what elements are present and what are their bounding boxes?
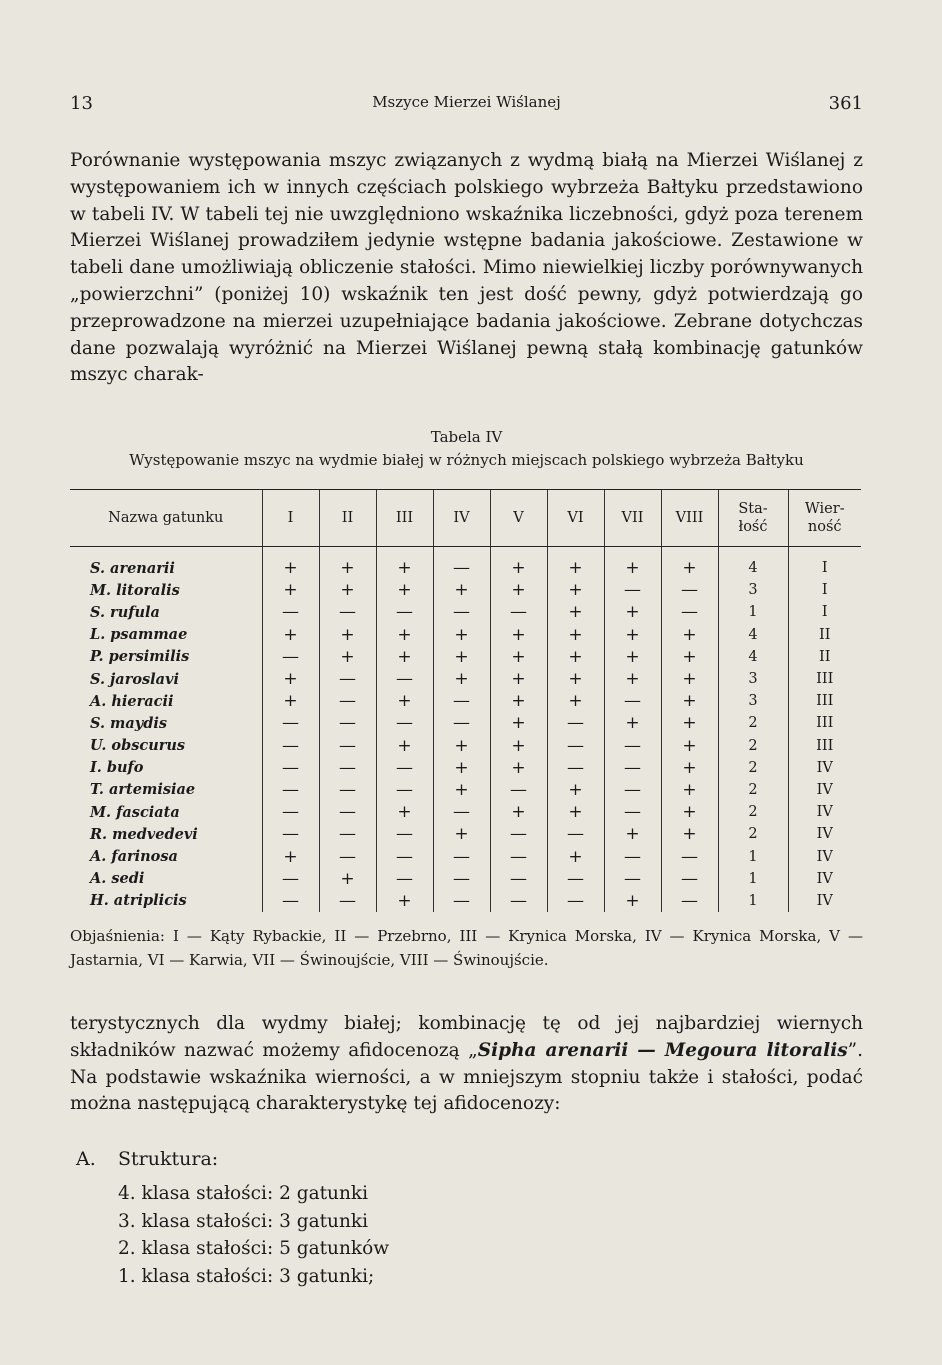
table-cell: + (433, 757, 490, 779)
table-cell: — (547, 712, 604, 734)
table-cell: IV (788, 823, 861, 845)
species-name-cell: S. arenarii (90, 559, 175, 577)
table-cell: + (433, 823, 490, 845)
table-cell: + (661, 801, 718, 823)
table-cell: + (547, 668, 604, 690)
table-cell: — (262, 801, 319, 823)
table-cell: + (547, 579, 604, 601)
table-cell: + (547, 646, 604, 668)
table-label: Tabela IV (430, 428, 503, 446)
table-cell: — (433, 890, 490, 912)
table-cell: 3 (718, 579, 788, 601)
table-cell: 2 (718, 779, 788, 801)
table-cell: — (319, 845, 376, 867)
table-row (70, 735, 861, 757)
table-cell: + (547, 801, 604, 823)
table-cell: 4 (718, 547, 788, 580)
table-cell: — (376, 601, 433, 623)
section-heading (76, 1148, 219, 1170)
table-cell: — (376, 668, 433, 690)
table-cell: + (661, 547, 718, 580)
table-cell: IV (788, 757, 861, 779)
table-cell: — (661, 579, 718, 601)
table-cell: + (661, 712, 718, 734)
table-cell: 3 (718, 690, 788, 712)
table-cell: — (262, 823, 319, 845)
table-header-cell: II (319, 490, 376, 547)
species-name-cell: M. fasciata (90, 803, 180, 821)
table-cell: + (490, 668, 547, 690)
table-cell: 1 (718, 890, 788, 912)
table-cell: + (490, 757, 547, 779)
page-number-left: 13 (70, 93, 93, 114)
table-cell: + (433, 735, 490, 757)
species-name-cell: T. artemisiae (90, 781, 196, 799)
table-cell: — (262, 757, 319, 779)
table-cell: — (490, 601, 547, 623)
table-cell: + (262, 690, 319, 712)
table-cell: + (319, 547, 376, 580)
table-cell: + (547, 547, 604, 580)
species-name-cell: I. bufo (90, 759, 144, 777)
table-cell: + (376, 890, 433, 912)
table-cell: — (547, 868, 604, 890)
section-letter: A. (76, 1148, 96, 1170)
table-cell: + (604, 601, 661, 623)
table-cell: + (604, 668, 661, 690)
table-cell: + (547, 624, 604, 646)
table-cell: — (433, 845, 490, 867)
table-cell: + (661, 735, 718, 757)
table-cell: + (604, 624, 661, 646)
table-cell: 2 (718, 735, 788, 757)
table-cell: + (604, 712, 661, 734)
table-cell: — (376, 779, 433, 801)
table-cell: + (376, 801, 433, 823)
table-cell: III (788, 712, 861, 734)
table-cell: IV (788, 779, 861, 801)
table-cell: — (604, 868, 661, 890)
table-header-cell: Nazwa gatunku (70, 490, 262, 547)
paragraph-continuation (70, 1011, 863, 1118)
table-cell: + (319, 646, 376, 668)
table-cell: — (604, 801, 661, 823)
table-row (70, 690, 861, 712)
species-name-cell: S. jaroslavi (90, 670, 180, 688)
table-cell: + (547, 845, 604, 867)
table-cell: 2 (718, 823, 788, 845)
table-cell: — (433, 690, 490, 712)
table-row (70, 757, 861, 779)
paragraph2-before: terystycznych dla wydmy białej; kombinację tę od jej najbardziej wiernych składników nazwać możemy afidocenozą „ (70, 1013, 863, 1061)
table-cell: — (661, 890, 718, 912)
table-cell: + (547, 779, 604, 801)
table-cell: — (604, 757, 661, 779)
species-name-cell: A. farinosa (90, 848, 178, 866)
table-cell: + (376, 735, 433, 757)
table-header-cell: VI (547, 490, 604, 547)
table-cell: + (376, 547, 433, 580)
table-cell: + (661, 779, 718, 801)
table-cell: + (433, 579, 490, 601)
table-cell: + (604, 646, 661, 668)
table-cell: + (661, 668, 718, 690)
table-cell: — (319, 690, 376, 712)
table-cell: + (661, 624, 718, 646)
species-name-cell: U. obscurus (90, 737, 186, 755)
table-cell: — (376, 757, 433, 779)
table-cell: III (788, 690, 861, 712)
table-header-cell: I (262, 490, 319, 547)
table-cell: III (788, 668, 861, 690)
table-cell: + (490, 712, 547, 734)
table-cell: + (319, 624, 376, 646)
table-cell: — (661, 868, 718, 890)
table-header-cell: III (376, 490, 433, 547)
species-name-cell: L. psammae (90, 626, 188, 644)
species-name-cell: M. litoralis (90, 581, 180, 599)
table-cell: — (319, 823, 376, 845)
structure-list-item: 3. klasa stałości: 3 gatunki (118, 1210, 368, 1232)
section-title: Struktura: (118, 1148, 219, 1170)
table-header-cell: V (490, 490, 547, 547)
table-cell: — (433, 868, 490, 890)
table-header-cell: VIII (661, 490, 718, 547)
table-cell: — (490, 823, 547, 845)
table-cell: — (262, 601, 319, 623)
table-cell: + (661, 690, 718, 712)
table-cell: — (433, 547, 490, 580)
table-cell: IV (788, 845, 861, 867)
table-cell: — (604, 579, 661, 601)
table-cell: — (319, 668, 376, 690)
table-cell: — (490, 779, 547, 801)
species-name-cell: S. rufula (90, 603, 160, 621)
table-cell: — (490, 890, 547, 912)
table-cell: — (376, 845, 433, 867)
table-cell: + (490, 579, 547, 601)
table-cell: I (788, 547, 861, 580)
species-name-cell: S. maydis (90, 714, 168, 732)
table-cell: 1 (718, 601, 788, 623)
table-cell: + (604, 823, 661, 845)
table-row (70, 601, 861, 623)
table-cell: — (547, 735, 604, 757)
table-footnote: Objaśnienia: I — Kąty Rybackie, II — Przebrno, III — Krynica Morska, IV — Krynica Morska, V — Jastarnia, VI — Karwia, VII — Świnoujście, VIII — Świnoujście. (70, 927, 863, 969)
table-cell: — (604, 690, 661, 712)
table-cell: — (604, 845, 661, 867)
table-cell: — (547, 757, 604, 779)
paragraph2-italic: Sipha arenarii — Megoura litoralis (477, 1039, 848, 1061)
running-title: Mszyce Mierzei Wiślanej (372, 93, 561, 111)
table-cell: 3 (718, 668, 788, 690)
table-cell: + (376, 624, 433, 646)
structure-list-item: 4. klasa stałości: 2 gatunki (118, 1183, 368, 1204)
page-number-right: 361 (828, 93, 863, 114)
table-cell: 2 (718, 712, 788, 734)
table-cell: — (661, 845, 718, 867)
table-cell: 4 (718, 646, 788, 668)
table-cell: + (433, 624, 490, 646)
table-row (70, 547, 861, 580)
table-cell: — (376, 868, 433, 890)
table-cell: + (604, 547, 661, 580)
structure-list-item: 2. klasa stałości: 5 gatunków (118, 1238, 390, 1259)
table-cell: + (433, 668, 490, 690)
table-cell: + (490, 690, 547, 712)
table-body (70, 547, 861, 913)
table-cell: — (262, 735, 319, 757)
table-title: Występowanie mszyc na wydmie białej w różnych miejscach polskiego wybrzeża Bałtyku (129, 451, 804, 469)
table-cell: + (547, 690, 604, 712)
table-cell: + (490, 624, 547, 646)
table-cell: + (262, 547, 319, 580)
table-cell: + (604, 890, 661, 912)
species-occurrence-table (70, 489, 861, 912)
table-cell: + (490, 735, 547, 757)
table-row (70, 668, 861, 690)
table-cell: 2 (718, 801, 788, 823)
table-row (70, 890, 861, 912)
table-cell: + (661, 757, 718, 779)
table-cell: + (490, 646, 547, 668)
table-cell: — (319, 890, 376, 912)
structure-list (118, 1180, 389, 1290)
table-cell: — (661, 601, 718, 623)
table-cell: + (661, 646, 718, 668)
table-row (70, 868, 861, 890)
table-cell: 1 (718, 845, 788, 867)
table-cell: — (319, 757, 376, 779)
table-cell: — (262, 890, 319, 912)
table-cell: — (547, 823, 604, 845)
table-row (70, 801, 861, 823)
table-cell: — (433, 712, 490, 734)
table-header-cell: Sta- łość (718, 490, 788, 547)
table-cell: + (490, 547, 547, 580)
table-cell: — (262, 646, 319, 668)
paragraph2-after: ”. Na podstawie wskaźnika wierności, a w mniejszym stopniu także i stałości, podać można następującą charakterystykę tej afidocenozy: (70, 1039, 863, 1115)
table-cell: — (604, 735, 661, 757)
table-row (70, 579, 861, 601)
table-header-cell: VII (604, 490, 661, 547)
table-cell: — (262, 712, 319, 734)
table-cell: — (490, 845, 547, 867)
table-row (70, 646, 861, 668)
table-cell: 2 (718, 757, 788, 779)
table-cell: IV (788, 868, 861, 890)
table-cell: + (319, 868, 376, 890)
table-cell: + (262, 624, 319, 646)
table-cell: + (547, 601, 604, 623)
table-cell: — (319, 712, 376, 734)
table-row (70, 779, 861, 801)
species-name-cell: R. medvedevi (90, 825, 198, 843)
table-row (70, 845, 861, 867)
table-cell: — (376, 712, 433, 734)
table-cell: — (262, 868, 319, 890)
species-name-cell: H. atriplicis (90, 892, 187, 910)
paragraph-intro: Porównanie występowania mszyc związanych z wydmą białą na Mierzei Wiślanej z występowaniem ich w innych częściach polskiego wybrzeża Bałtyku przedstawiono w tabeli IV. W tabeli tej nie uwzględniono wskaźnika liczebności, gdyż poza terenem Mierzei Wiślanej prowadziłem jedynie wstępne badania jakościowe. Zestawione w tabeli dane umożliwiają obliczenie stałości. Mimo niewielkiej liczby porównywanych „powierzchni” (poniżej 10) wskaźnik ten jest dość pewny, gdyż potwierdzają go przeprowadzone na mierzei uzupełniające badania jakościowe. Zebrane dotychczas dane pozwalają wyróżnić na Mierzei Wiślanej pewną stałą kombinację gatunków mszyc charak- (70, 150, 863, 386)
table-cell: — (490, 868, 547, 890)
table-cell: — (376, 823, 433, 845)
table-cell: + (376, 690, 433, 712)
table-cell: + (376, 646, 433, 668)
table-cell: + (262, 845, 319, 867)
table-row (70, 624, 861, 646)
table-cell: — (319, 601, 376, 623)
table-cell: — (319, 801, 376, 823)
table-cell: + (262, 668, 319, 690)
table-header-row (70, 490, 861, 547)
table-cell: — (262, 779, 319, 801)
page-header (70, 93, 863, 115)
table-cell: 1 (718, 868, 788, 890)
species-name-cell: P. persimilis (90, 648, 190, 666)
species-name-cell: A. hieracii (90, 692, 174, 710)
species-name-cell: A. sedi (90, 870, 145, 888)
table-cell: + (376, 579, 433, 601)
table-cell: — (433, 601, 490, 623)
table-cell: IV (788, 801, 861, 823)
table-cell: — (319, 779, 376, 801)
table-cell: + (433, 779, 490, 801)
table-cell: III (788, 735, 861, 757)
table-row (70, 712, 861, 734)
table-row (70, 823, 861, 845)
table-cell: + (262, 579, 319, 601)
table-cell: 4 (718, 624, 788, 646)
table-header-cell: IV (433, 490, 490, 547)
table-header-cell: Wier- ność (788, 490, 861, 547)
table-cell: IV (788, 890, 861, 912)
table-cell: II (788, 646, 861, 668)
table-cell: I (788, 601, 861, 623)
table-cell: — (433, 801, 490, 823)
table-cell: — (547, 890, 604, 912)
table-cell: II (788, 624, 861, 646)
table-cell: + (319, 579, 376, 601)
table-cell: + (490, 801, 547, 823)
structure-list-item: 1. klasa stałości: 3 gatunki; (118, 1265, 375, 1287)
table-cell: + (433, 646, 490, 668)
table-cell: — (604, 779, 661, 801)
table-cell: — (319, 735, 376, 757)
table-cell: + (661, 823, 718, 845)
table-cell: I (788, 579, 861, 601)
